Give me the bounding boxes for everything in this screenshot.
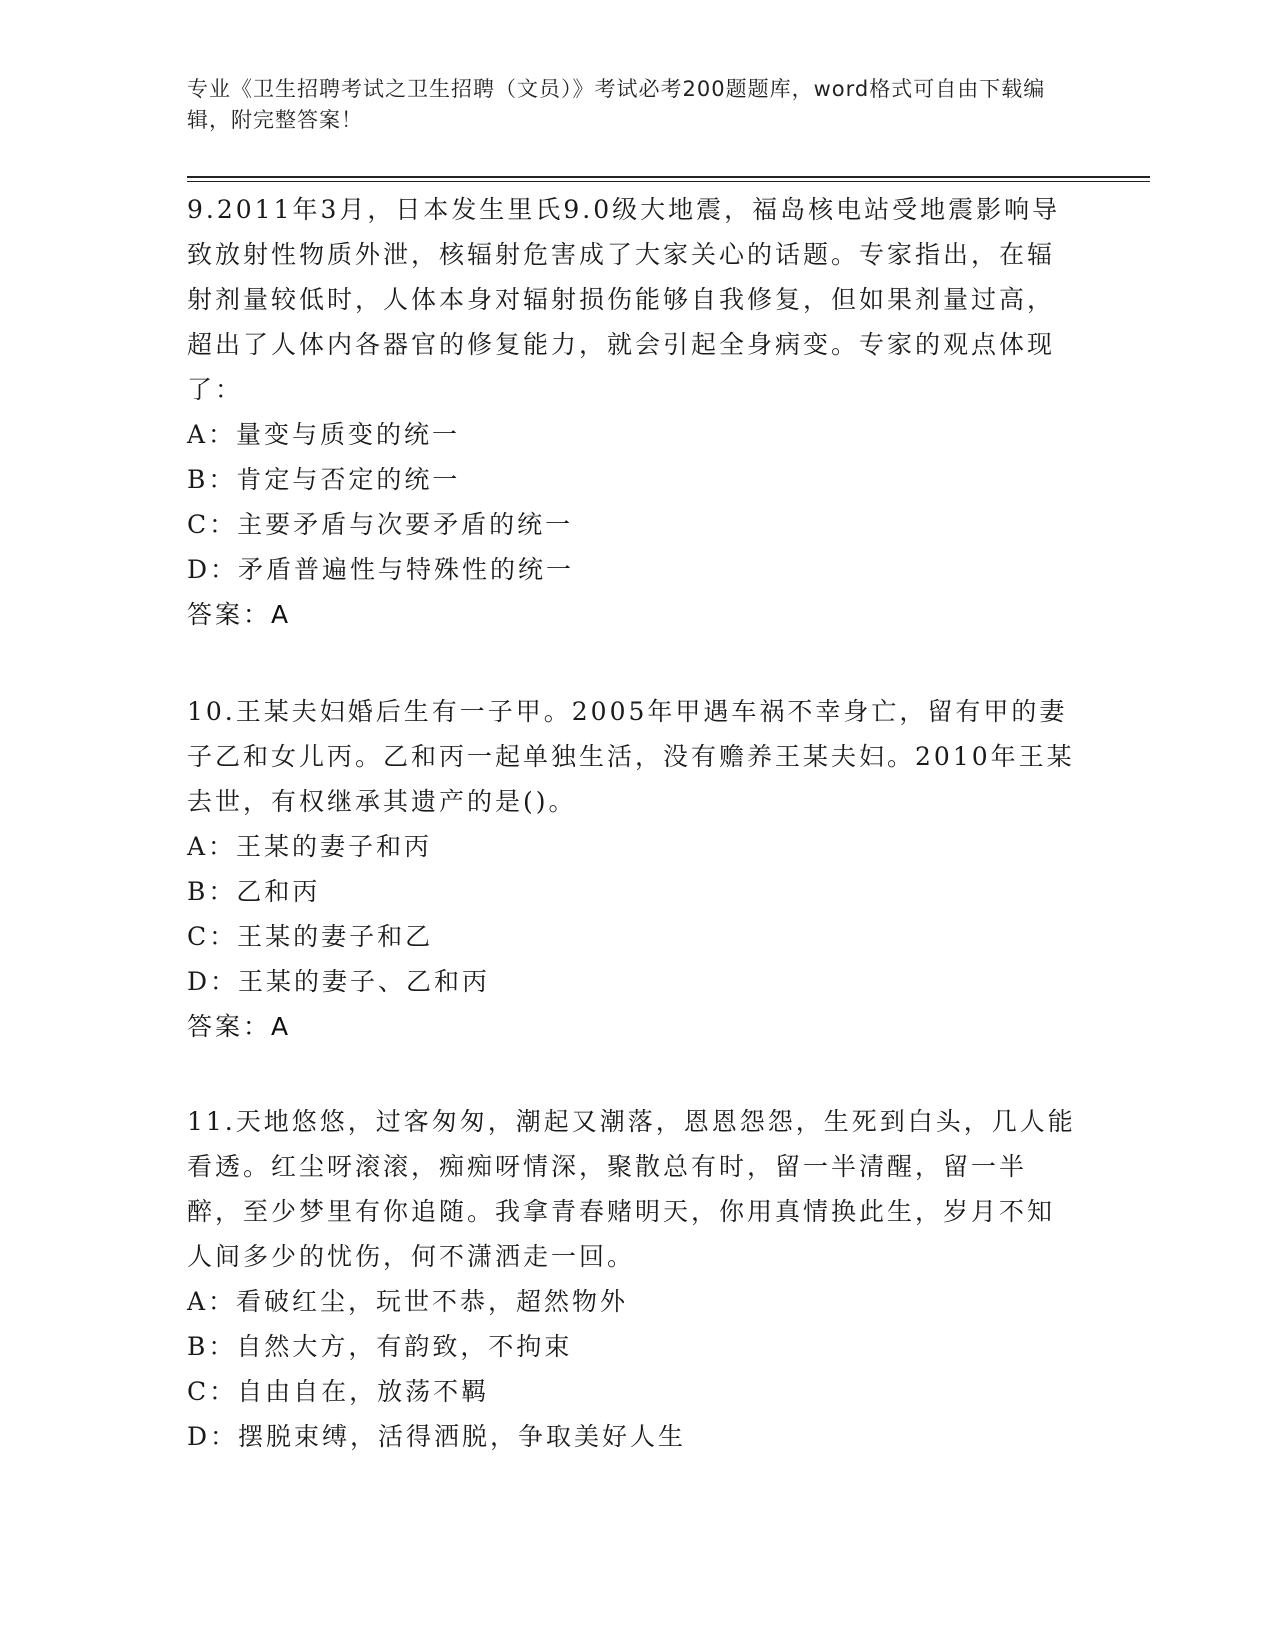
option-c: C：王某的妻子和乙	[187, 922, 434, 951]
question-10	[187, 689, 1077, 1049]
option-c: C：自由自在，放荡不羁	[187, 1377, 490, 1406]
header-divider-thin	[187, 181, 1150, 182]
question-11	[187, 1099, 1077, 1459]
option-b: B：乙和丙	[187, 877, 321, 906]
question-stem: 10.王某夫妇婚后生有一子甲。2005年甲遇车祸不幸身亡，留有甲的妻子乙和女儿丙。乙和丙一起单独生活，没有赡养王某夫妇。2010年王某去世，有权继承其遗产的是()。	[187, 697, 1075, 816]
answer-label: 答案：A	[187, 600, 292, 629]
option-b: B：肯定与否定的统一	[187, 465, 461, 494]
option-b: B：自然大方，有韵致，不拘束	[187, 1332, 573, 1361]
question-stem: 11.天地悠悠，过客匆匆，潮起又潮落，恩恩怨怨，生死到白头，几人能看透。红尘呀滚滚，痴痴呀情深，聚散总有时，留一半清醒，留一半醉，至少梦里有你追随。我拿青春赌明天，你用真情换此生，岁月不知人间多少的忧伤，何不潇洒走一回。	[187, 1107, 1076, 1271]
option-d: D：矛盾普遍性与特殊性的统一	[187, 555, 575, 584]
document-header: 专业《卫生招聘考试之卫生招聘（文员）》考试必考200题题库，word格式可自由下载编辑，附完整答案！	[187, 77, 1046, 132]
option-a: A：量变与质变的统一	[187, 420, 461, 449]
question-stem: 9.2011年3月，日本发生里氏9.0级大地震，福岛核电站受地震影响导致放射性物质外泄，核辐射危害成了大家关心的话题。专家指出，在辐射剂量较低时，人体本身对辐射损伤能够自我修复，但如果剂量过高，超出了人体内各器官的修复能力，就会引起全身病变。专家的观点体现了：	[187, 195, 1061, 404]
option-d: D：摆脱束缚，活得洒脱，争取美好人生	[187, 1422, 687, 1451]
option-c: C：主要矛盾与次要矛盾的统一	[187, 510, 574, 539]
question-9	[187, 187, 1077, 637]
answer-label: 答案：A	[187, 1012, 292, 1041]
option-a: A：王某的妻子和丙	[187, 832, 433, 861]
option-d: D：王某的妻子、乙和丙	[187, 967, 491, 996]
option-a: A：看破红尘，玩世不恭，超然物外	[187, 1287, 629, 1316]
header-divider-thick	[187, 176, 1150, 178]
